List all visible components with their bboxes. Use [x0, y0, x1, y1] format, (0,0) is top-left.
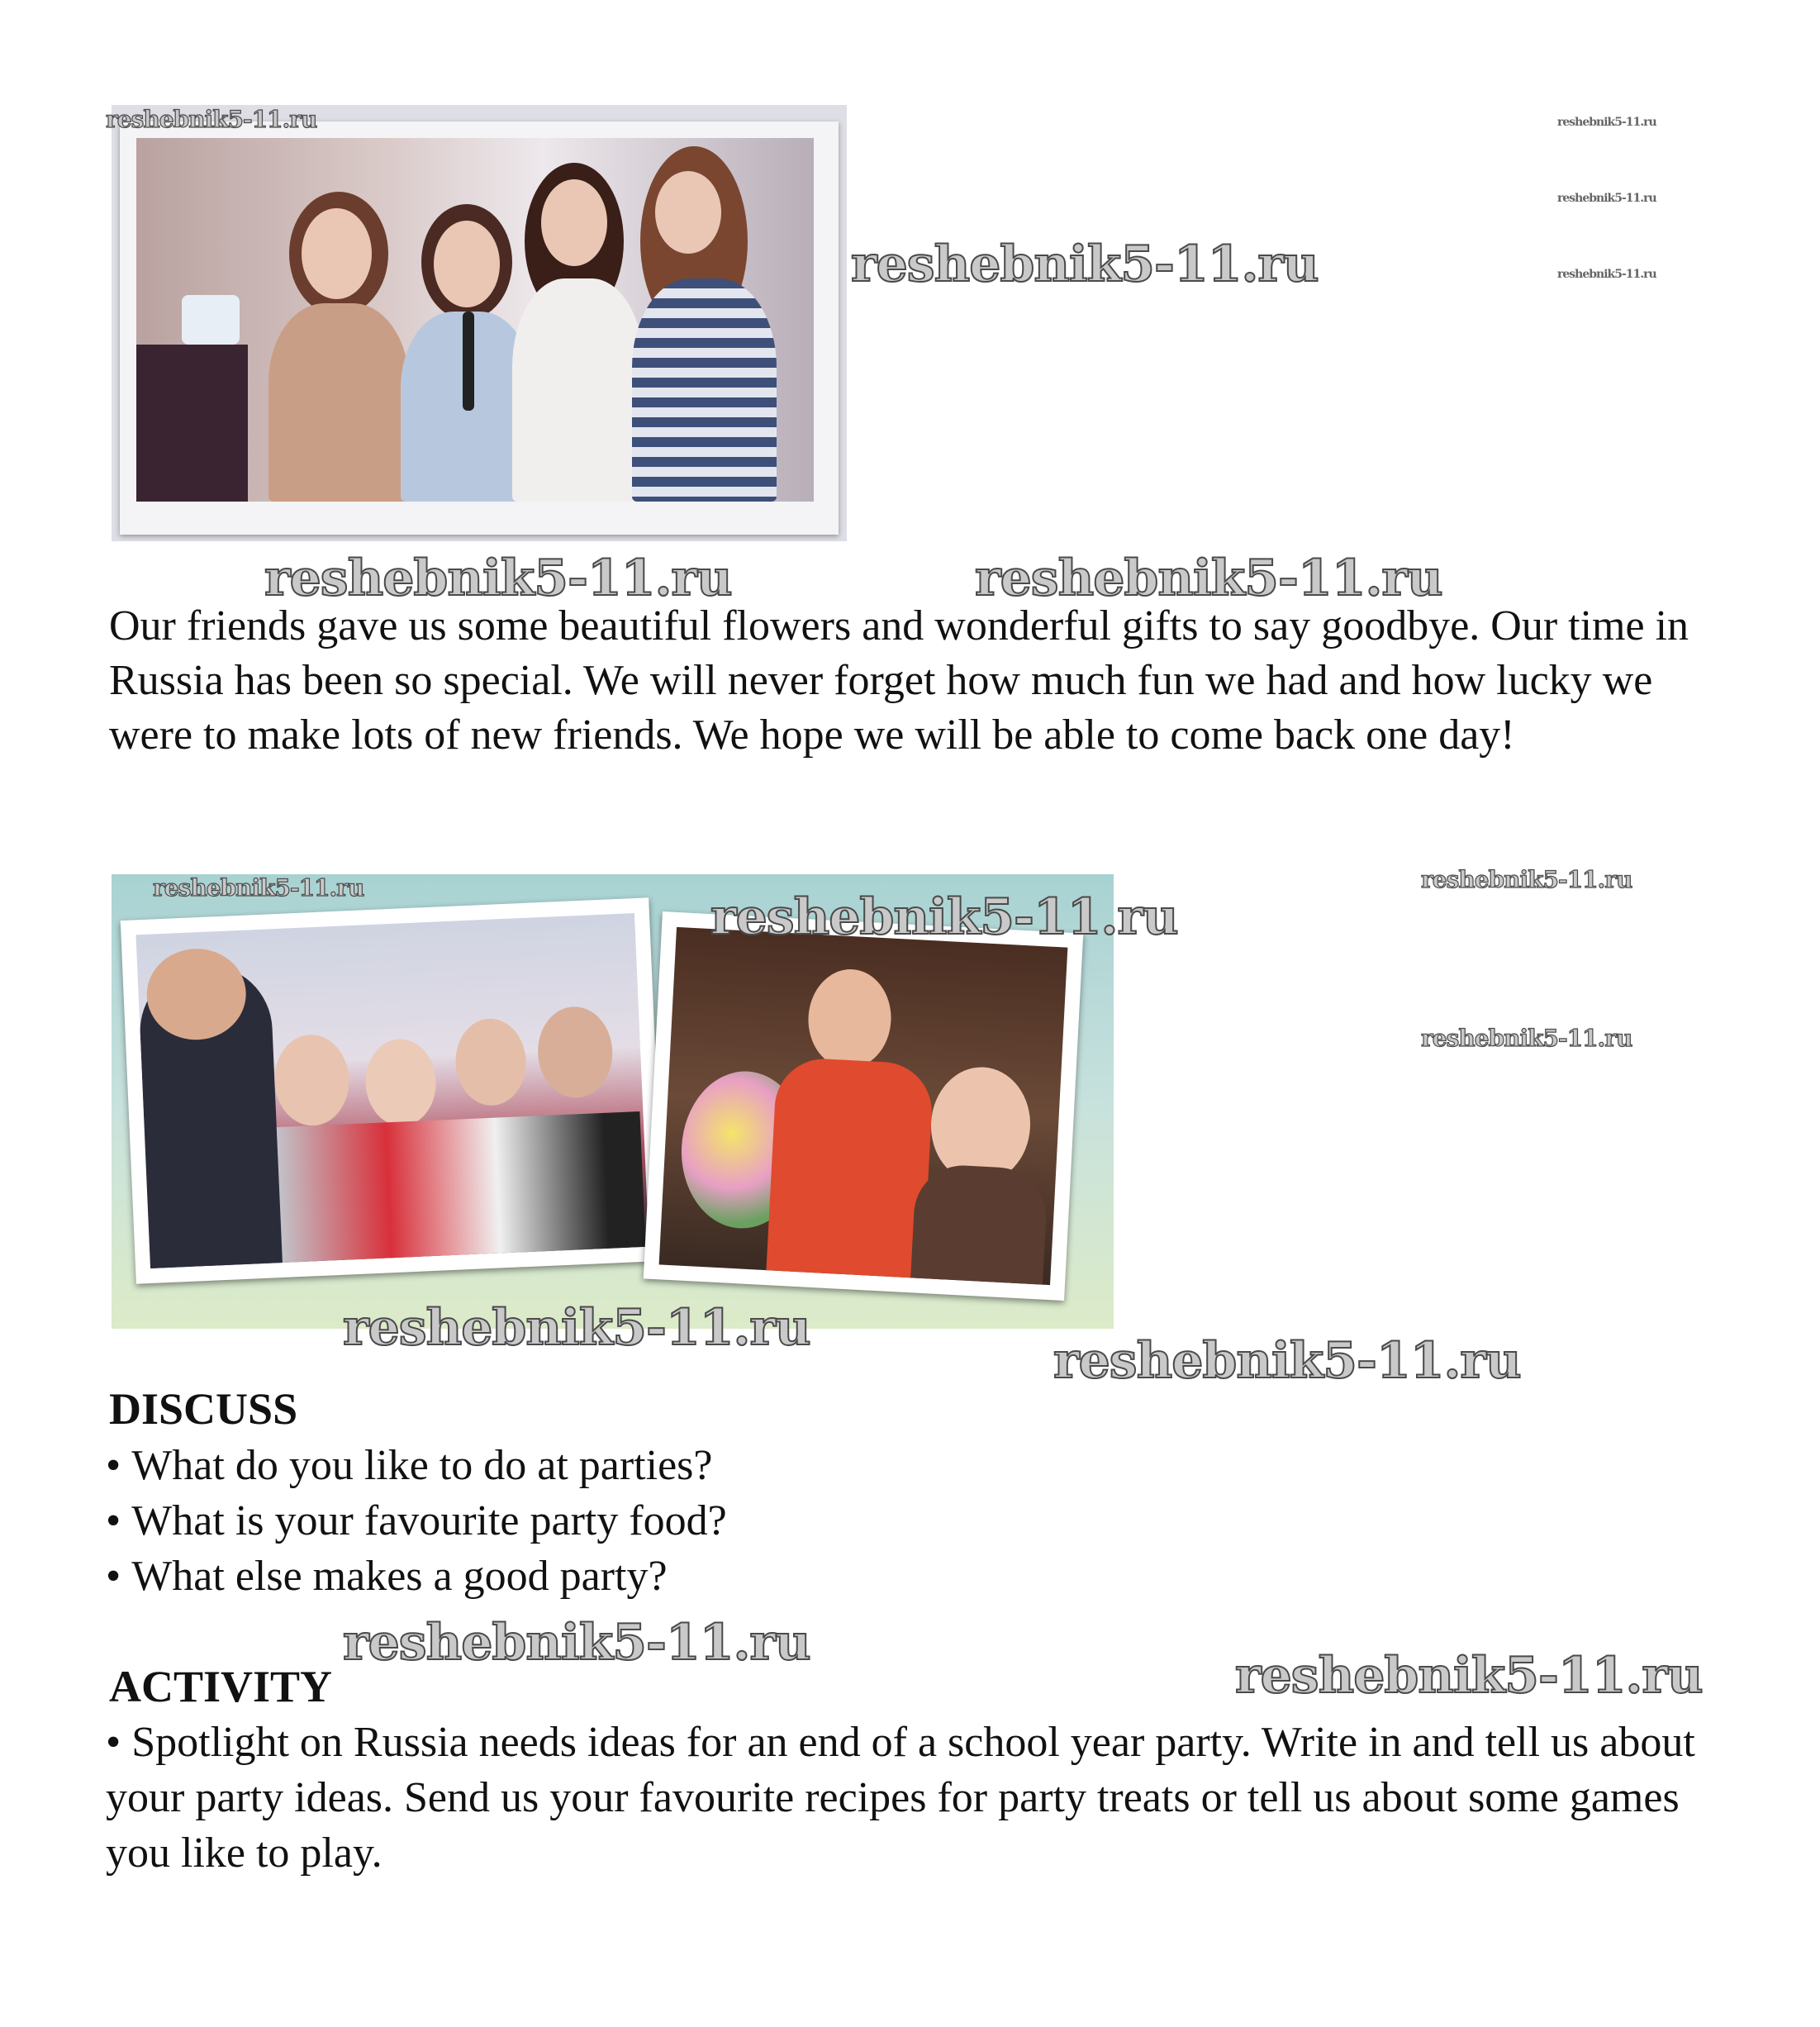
girl-4-body [632, 278, 777, 502]
student-face [454, 1017, 527, 1107]
photo-flowers [644, 911, 1084, 1301]
watermark: reshebnik5-11.ru [1421, 866, 1632, 893]
watermark: reshebnik5-11.ru [1053, 1332, 1521, 1390]
student-face [273, 1033, 351, 1127]
watermark: reshebnik5-11.ru [1235, 1647, 1703, 1705]
watermark: reshebnik5-11.ru [851, 236, 1319, 293]
watermark: reshebnik5-11.ru [264, 550, 732, 607]
girl-body [910, 1163, 1048, 1285]
watermark: reshebnik5-11.ru [1421, 1025, 1632, 1052]
girl-4-face [655, 171, 721, 254]
watermark: reshebnik5-11.ru [710, 888, 1178, 946]
girl-1-body [268, 303, 409, 502]
discuss-heading: DISCUSS [109, 1384, 298, 1434]
discuss-list [106, 1438, 727, 1604]
student-face [536, 1005, 615, 1099]
lamp [182, 295, 240, 345]
girl-1-face [302, 208, 372, 299]
activity-text: • Spotlight on Russia needs ideas for an end of a school year party. Write in and tell us about your party ideas. Send us your favourite recipes for party treats or tell us about some games you like to play. [106, 1719, 1695, 1877]
photo-group-party [121, 897, 665, 1283]
watermark: reshebnik5-11.ru [1557, 116, 1656, 129]
watermark: reshebnik5-11.ru [343, 1614, 810, 1672]
boy-face [805, 967, 893, 1070]
student-face [364, 1038, 437, 1128]
watermark: reshebnik5-11.ru [1557, 268, 1656, 281]
girl-3-face [541, 179, 607, 266]
photo-girls-singing [112, 105, 847, 541]
discuss-item: • What else makes a good party? [106, 1549, 727, 1604]
watermark: reshebnik5-11.ru [343, 1299, 810, 1357]
watermark: reshebnik5-11.ru [975, 550, 1442, 607]
watermark: reshebnik5-11.ru [106, 106, 317, 133]
activity-heading: ACTIVITY [109, 1662, 333, 1711]
students-bodies [277, 1111, 646, 1268]
watermark: reshebnik5-11.ru [1557, 192, 1656, 205]
photo-scene [136, 138, 814, 502]
watermark: reshebnik5-11.ru [153, 874, 364, 902]
passage-text: Our friends gave us some beautiful flowers and wonderful gifts to say goodbye. Our time in Russia has been so special. We will never forget how much fun we had and how lucky we were to make lots of new friends. We hope we will be able to come back one day! [109, 602, 1689, 759]
girl-2-face [434, 221, 500, 307]
microphone [463, 312, 474, 411]
discuss-item: • What do you like to do at parties? [106, 1438, 727, 1493]
boy-red-top [766, 1056, 934, 1279]
girl-3-body [512, 278, 644, 502]
discuss-item: • What is your favourite party food? [106, 1493, 727, 1549]
cabinet [136, 345, 248, 502]
